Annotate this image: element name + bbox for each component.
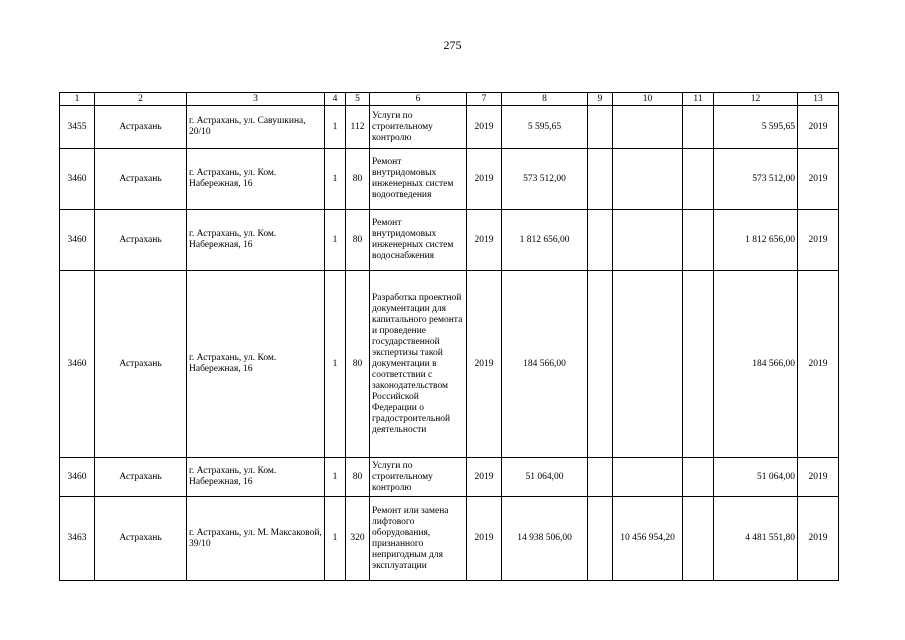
col4-value: 1 [325, 458, 346, 497]
column-number-row [60, 93, 839, 106]
col9-value [588, 149, 613, 210]
col11-value [683, 210, 714, 271]
address: г. Астрахань, ул. Ком. Набережная, 16 [187, 458, 325, 497]
capital-repair-table [59, 92, 839, 581]
completion-year: 2019 [798, 149, 839, 210]
col4-value: 1 [325, 149, 346, 210]
col12-value: 1 812 656,00 [714, 210, 798, 271]
address: г. Астрахань, ул. Ком. Набережная, 16 [187, 271, 325, 458]
work-type: Ремонт внутридомовых инженерных систем водоснабжения [370, 210, 467, 271]
row-number: 3460 [60, 210, 95, 271]
work-type: Разработка проектной документации для капитального ремонта и проведение государственной экспертизы такой документации в соответствии с законодательством Российской Федерации о градостроительной деятельности [370, 271, 467, 458]
table-row [60, 106, 839, 149]
completion-year: 2019 [798, 210, 839, 271]
col10-value: 10 456 954,20 [613, 497, 683, 581]
municipality: Астрахань [95, 271, 187, 458]
year: 2019 [467, 271, 502, 458]
year: 2019 [467, 149, 502, 210]
municipality: Астрахань [95, 210, 187, 271]
table-row [60, 458, 839, 497]
col11-value [683, 106, 714, 149]
address: г. Астрахань, ул. М. Максаковой, 39/10 [187, 497, 325, 581]
header-cell: 10 [613, 93, 683, 106]
col11-value [683, 271, 714, 458]
work-type: Услуги по строительному контролю [370, 106, 467, 149]
col5-value: 80 [346, 210, 370, 271]
address: г. Астрахань, ул. Ком. Набережная, 16 [187, 149, 325, 210]
col5-value: 80 [346, 271, 370, 458]
col5-value: 80 [346, 458, 370, 497]
year: 2019 [467, 497, 502, 581]
header-cell: 5 [346, 93, 370, 106]
col11-value [683, 149, 714, 210]
municipality: Астрахань [95, 497, 187, 581]
total-cost: 51 064,00 [502, 458, 588, 497]
header-cell: 11 [683, 93, 714, 106]
col11-value [683, 497, 714, 581]
header-cell: 4 [325, 93, 346, 106]
col10-value [613, 149, 683, 210]
header-cell: 2 [95, 93, 187, 106]
header-cell: 6 [370, 93, 467, 106]
completion-year: 2019 [798, 106, 839, 149]
col4-value: 1 [325, 106, 346, 149]
municipality: Астрахань [95, 458, 187, 497]
total-cost: 5 595,65 [502, 106, 588, 149]
col12-value: 51 064,00 [714, 458, 798, 497]
total-cost: 14 938 506,00 [502, 497, 588, 581]
row-number: 3455 [60, 106, 95, 149]
col12-value: 5 595,65 [714, 106, 798, 149]
header-cell: 9 [588, 93, 613, 106]
total-cost: 1 812 656,00 [502, 210, 588, 271]
col10-value [613, 210, 683, 271]
municipality: Астрахань [95, 149, 187, 210]
year: 2019 [467, 210, 502, 271]
address: г. Астрахань, ул. Ком. Набережная, 16 [187, 210, 325, 271]
header-cell: 13 [798, 93, 839, 106]
col12-value: 573 512,00 [714, 149, 798, 210]
work-type: Услуги по строительному контролю [370, 458, 467, 497]
col12-value: 184 566,00 [714, 271, 798, 458]
col5-value: 80 [346, 149, 370, 210]
work-type: Ремонт внутридомовых инженерных систем водоотведения [370, 149, 467, 210]
col12-value: 4 481 551,80 [714, 497, 798, 581]
col9-value [588, 106, 613, 149]
page-number: 275 [443, 38, 462, 52]
total-cost: 184 566,00 [502, 271, 588, 458]
col11-value [683, 458, 714, 497]
col4-value: 1 [325, 210, 346, 271]
completion-year: 2019 [798, 497, 839, 581]
table-row [60, 497, 839, 581]
col4-value: 1 [325, 497, 346, 581]
row-number: 3460 [60, 458, 95, 497]
work-type: Ремонт или замена лифтового оборудования, признанного непригодным для эксплуатации [370, 497, 467, 581]
row-number: 3460 [60, 271, 95, 458]
header-cell: 8 [502, 93, 588, 106]
header-cell: 3 [187, 93, 325, 106]
col5-value: 112 [346, 106, 370, 149]
col9-value [588, 497, 613, 581]
completion-year: 2019 [798, 271, 839, 458]
row-number: 3463 [60, 497, 95, 581]
col10-value [613, 458, 683, 497]
completion-year: 2019 [798, 458, 839, 497]
header-cell: 7 [467, 93, 502, 106]
address: г. Астрахань, ул. Савушкина, 20/10 [187, 106, 325, 149]
municipality: Астрахань [95, 106, 187, 149]
header-cell: 1 [60, 93, 95, 106]
col10-value [613, 271, 683, 458]
row-number: 3460 [60, 149, 95, 210]
table-row [60, 210, 839, 271]
col9-value [588, 458, 613, 497]
col9-value [588, 210, 613, 271]
header-cell: 12 [714, 93, 798, 106]
table-row [60, 149, 839, 210]
total-cost: 573 512,00 [502, 149, 588, 210]
col9-value [588, 271, 613, 458]
col4-value: 1 [325, 271, 346, 458]
table-row [60, 271, 839, 458]
year: 2019 [467, 106, 502, 149]
col10-value [613, 106, 683, 149]
year: 2019 [467, 458, 502, 497]
col5-value: 320 [346, 497, 370, 581]
